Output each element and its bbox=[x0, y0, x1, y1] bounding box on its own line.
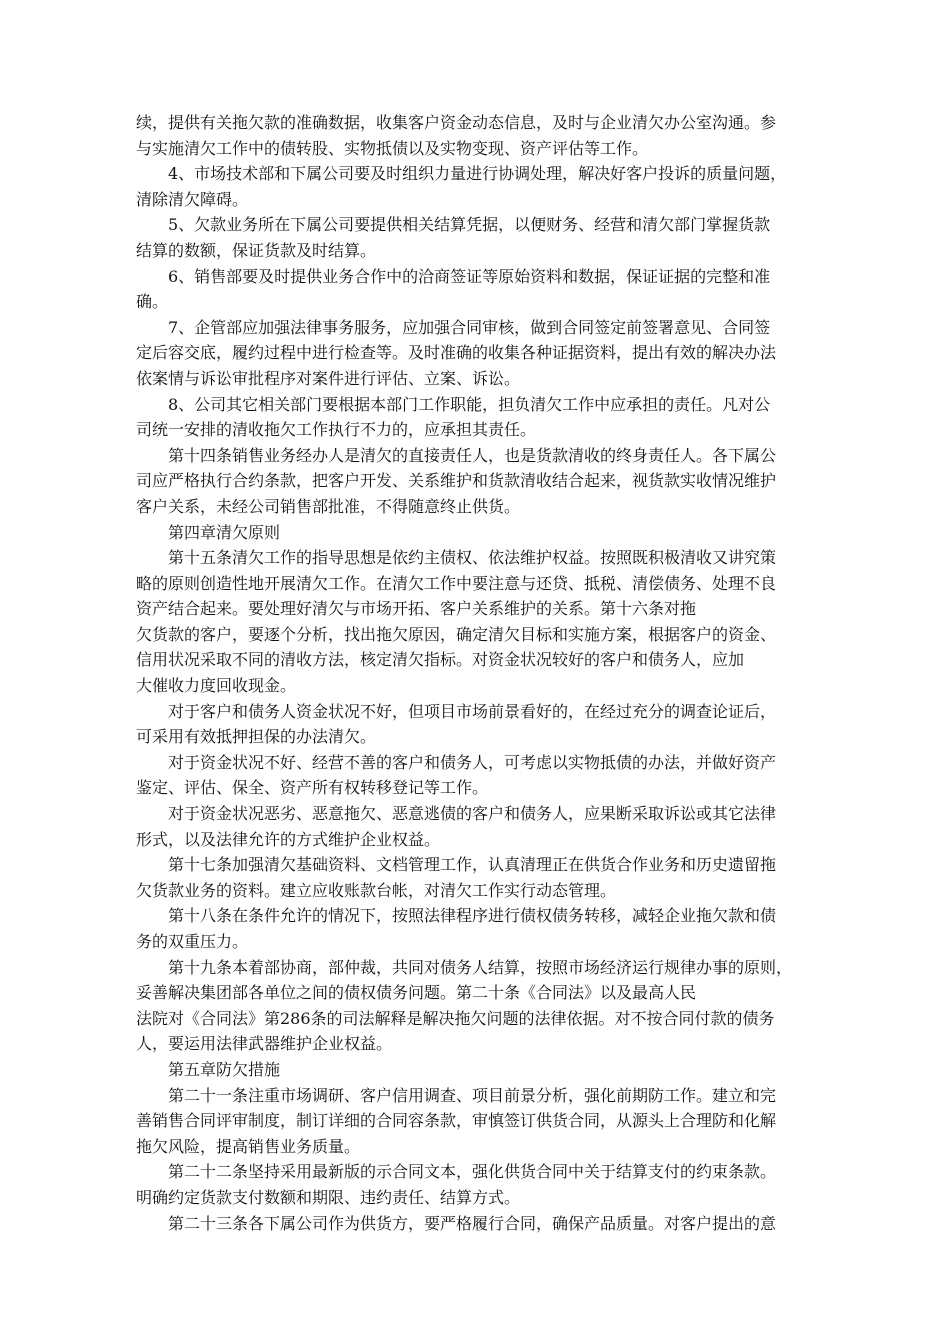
document-body bbox=[136, 110, 826, 1236]
paragraph bbox=[136, 392, 826, 443]
text-line: 务的双重压力。 bbox=[136, 932, 249, 951]
text-line: 拖欠风险，提高销售业务质量。 bbox=[136, 1136, 361, 1156]
text-line: 第二十一条注重市场调研、客户信用调查、项目前景分析，强化前期防工作。建立和完 bbox=[168, 1085, 777, 1105]
text-line: 第二十三条各下属公司作为供货方，要严格履行合同，确保产品质量。对客户提出的意 bbox=[168, 1213, 777, 1233]
text-line: 欠货款的客户，要逐个分析，找出拖欠原因，确定清欠目标和实施方案，根据客户的资金、 bbox=[136, 624, 777, 644]
paragraph bbox=[136, 955, 826, 1057]
text-line: 略的原则创造性地开展清欠工作。在清欠工作中要注意与还贷、抵税、清偿债务、处理不良 bbox=[136, 573, 777, 593]
text-line: 形式，以及法律允许的方式维护企业权益。 bbox=[136, 829, 441, 849]
text-line: 与实施清欠工作中的债转股、实物抵债以及实物变现、资产评估等工作。 bbox=[136, 138, 649, 158]
text-line: 第五章防欠措施 bbox=[168, 1059, 281, 1079]
text-line: 第十五条清欠工作的指导思想是依约主债权、依法维护权益。按照既积极清收又讲究策 bbox=[168, 548, 777, 568]
paragraph bbox=[136, 1159, 826, 1210]
paragraph bbox=[136, 520, 826, 546]
paragraph bbox=[136, 443, 826, 520]
text-line: 资产结合起来。要处理好清欠与市场开拓、客户关系维护的关系。第十六条对拖 bbox=[136, 599, 697, 619]
text-line: 5、欠款业务所在下属公司要提供相关结算凭据，以便财务、经营和清欠部门掌握货款 bbox=[168, 215, 771, 235]
paragraph bbox=[136, 852, 826, 903]
text-line: 4、市场技术部和下属公司要及时组织力量进行协调处理，解决好客户投诉的质量问题， bbox=[168, 164, 787, 184]
text-line: 第十九条本着部协商，部仲裁，共同对债务人结算，按照市场经济运行规律办事的原则， bbox=[168, 957, 793, 977]
paragraph bbox=[136, 315, 826, 392]
text-line: 善销售合同评审制度，制订详细的合同容条款，审慎签订供货合同，从源头上合理防和化解 bbox=[136, 1111, 777, 1131]
text-line: 鉴定、评估、保全、资产所有权转移登记等工作。 bbox=[136, 778, 489, 798]
paragraph bbox=[136, 1211, 826, 1237]
text-line: 第十八条在条件允许的情况下，按照法律程序进行债权债务转移，减轻企业拖欠款和债 bbox=[168, 906, 777, 926]
text-line: 6、销售部要及时提供业务合作中的洽商签证等原始资料和数据，保证证据的完整和准 bbox=[168, 266, 771, 286]
paragraph bbox=[136, 545, 826, 699]
paragraph bbox=[136, 264, 826, 315]
text-line: 7、企管部应加强法律事务服务，应加强合同审核，做到合同签定前签署意见、合同签 bbox=[168, 317, 771, 337]
paragraph bbox=[136, 1083, 826, 1160]
text-line: 清除清欠障碍。 bbox=[136, 189, 249, 209]
text-line: 法院对《合同法》第286条的司法解释是解决拖欠问题的法律依据。对不按合同付款的债务 bbox=[136, 1008, 775, 1028]
text-line: 对于客户和债务人资金状况不好，但项目市场前景看好的，在经过充分的调查论证后， bbox=[168, 701, 777, 721]
text-line: 第十四条销售业务经办人是清欠的直接责任人，也是货款清收的终身责任人。各下属公 bbox=[168, 445, 777, 465]
text-line: 妥善解决集团部各单位之间的债权债务问题。第二十条《合同法》以及最高人民 bbox=[136, 983, 697, 1003]
paragraph bbox=[136, 110, 826, 161]
text-line: 司应严格执行合约条款，把客户开发、关系维护和货款清收结合起来，视货款实收情况维护 bbox=[136, 471, 777, 491]
text-line: 客户关系，未经公司销售部批准，不得随意终止供货。 bbox=[136, 496, 521, 516]
text-line: 续，提供有关拖欠款的准确数据，收集客户资金动态信息，及时与企业清欠办公室沟通。参 bbox=[136, 113, 777, 132]
paragraph bbox=[136, 161, 826, 212]
text-line: 依案情与诉讼审批程序对案件进行评估、立案、诉讼。 bbox=[136, 368, 521, 388]
text-line: 人，要运用法律武器维护企业权益。 bbox=[136, 1034, 393, 1054]
text-line: 对于资金状况恶劣、恶意拖欠、恶意逃债的客户和债务人，应果断采取诉讼或其它法律 bbox=[168, 804, 777, 824]
text-line: 可采用有效抵押担保的办法清欠。 bbox=[136, 727, 377, 747]
text-line: 8、公司其它相关部门要根据本部门工作职能，担负清欠工作中应承担的责任。凡对公 bbox=[168, 394, 771, 414]
paragraph bbox=[136, 1057, 826, 1083]
text-line: 第二十二条坚持采用最新版的示合同文本，强化供货合同中关于结算支付的约束条款。 bbox=[168, 1162, 777, 1182]
text-line: 欠货款业务的资料。建立应收账款台帐，对清欠工作实行动态管理。 bbox=[136, 880, 617, 900]
paragraph bbox=[136, 903, 826, 954]
text-line: 第十七条加强清欠基础资料、文档管理工作，认真清理正在供货合作业务和历史遗留拖 bbox=[168, 855, 777, 875]
text-line: 信用状况采取不同的清收方法，核定清欠指标。对资金状况较好的客户和债务人，应加 bbox=[136, 650, 745, 670]
text-line: 对于资金状况不好、经营不善的客户和债务人，可考虑以实物抵债的办法，并做好资产 bbox=[168, 752, 777, 772]
text-line: 第四章清欠原则 bbox=[168, 522, 281, 542]
text-line: 结算的数额，保证货款及时结算。 bbox=[136, 240, 377, 260]
text-line: 确。 bbox=[136, 292, 169, 312]
text-line: 大催收力度回收现金。 bbox=[136, 676, 297, 696]
paragraph bbox=[136, 699, 826, 750]
text-line: 定后容交底，履约过程中进行检查等。及时准确的收集各种证据资料，提出有效的解决办法 bbox=[136, 343, 777, 363]
paragraph bbox=[136, 750, 826, 801]
paragraph bbox=[136, 212, 826, 263]
text-line: 司统一安排的清收拖欠工作执行不力的，应承担其责任。 bbox=[136, 420, 537, 440]
text-line: 明确约定货款支付数额和期限、违约责任、结算方式。 bbox=[136, 1187, 521, 1207]
paragraph bbox=[136, 801, 826, 852]
